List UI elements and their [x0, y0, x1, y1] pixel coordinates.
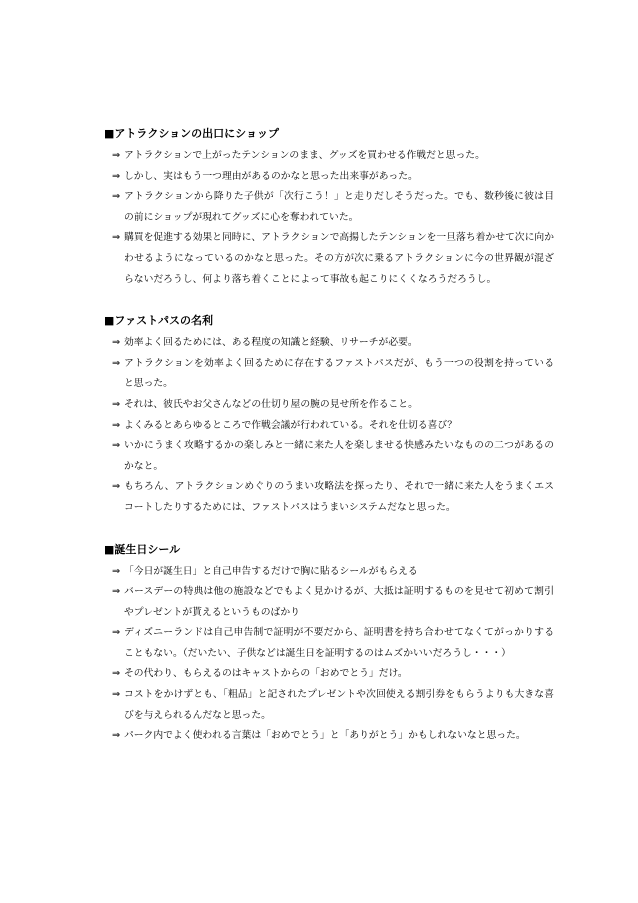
list-item-text: バースデーの特典は他の施設などでもよく見かけるが、大抵は証明するものを見せて初めて割引やプレゼントが貰えるというものばかり	[124, 586, 554, 618]
section-attraction-shop	[104, 126, 554, 290]
bullet-list	[104, 333, 554, 518]
list-item	[112, 416, 554, 437]
list-item	[112, 623, 554, 664]
list-item	[112, 354, 554, 395]
arrow-icon: ⇒	[112, 191, 121, 203]
list-item-text: しかし、実はもう一つ理由があるのかなと思った出来事があった。	[124, 170, 418, 182]
arrow-icon: ⇒	[112, 689, 121, 701]
arrow-icon: ⇒	[112, 232, 121, 244]
list-item	[112, 664, 554, 685]
arrow-icon: ⇒	[112, 337, 121, 349]
arrow-icon: ⇒	[112, 440, 121, 452]
list-item	[112, 395, 554, 416]
arrow-icon: ⇒	[112, 398, 121, 410]
document-body	[104, 126, 554, 770]
list-item-text: 「今日が誕生日」と自己申告するだけで胸に貼るシールがもらえる	[124, 565, 418, 577]
list-item-text: パーク内でよく使われる言葉は「おめでとう」と「ありがとう」かもしれないなと思った。	[124, 730, 526, 742]
arrow-icon: ⇒	[112, 150, 121, 161]
arrow-icon: ⇒	[112, 730, 121, 742]
list-item	[112, 726, 554, 747]
list-item	[112, 146, 554, 167]
section-birthday-sticker	[104, 542, 554, 747]
arrow-icon: ⇒	[112, 586, 121, 598]
list-item-text: アトラクションを効率よく回るために存在するファストパスだが、もう一つの役割を持っていると思った。	[124, 357, 554, 390]
list-item	[112, 685, 554, 726]
arrow-icon: ⇒	[112, 419, 121, 431]
bullet-list	[104, 562, 554, 747]
list-item-text: 購買を促進する効果と同時に、アトラクションで高揚したテンションを一旦落ち着かせて次に向かわせるようになっているのかなと思った。その方が次に乗るアトラクションに今の世界観が混ざらないだろうし、何より落ち着くことによって事故も起こりにくくなろうだろうし。	[124, 232, 554, 285]
section-heading: ■アトラクションの出口にショップ	[104, 127, 279, 140]
list-item	[112, 477, 554, 518]
arrow-icon: ⇒	[112, 357, 121, 369]
section-fastpass	[104, 313, 554, 518]
bullet-list	[104, 146, 554, 290]
list-item-text: アトラクションから降りた子供が「次行こう！」と走りだしそうだった。でも、数秒後に彼は目の前にショップが現れてグッズに心を奪われていた。	[124, 191, 554, 223]
list-item-text: それは、彼氏やお父さんなどの仕切り屋の腕の見せ所を作ること。	[124, 398, 418, 410]
section-heading: ■ファストパスの名利	[104, 314, 213, 328]
list-item	[112, 187, 554, 228]
list-item	[112, 436, 554, 477]
list-item	[112, 562, 554, 583]
arrow-icon: ⇒	[112, 170, 121, 182]
arrow-icon: ⇒	[112, 668, 121, 680]
list-item-text: コストをかけずとも、「粗品」と記されたプレゼントや次回使える割引券をもらうよりも大きな喜びを与えられるんだなと思った。	[124, 689, 554, 721]
list-item-text: ディズニーランドは自己申告制で証明が不要だから、証明書を持ち合わせてなくてがっかりすることもない。（だいたい、子供などは誕生日を証明するのはムズかいいだろうし・・・）	[124, 627, 554, 659]
list-item-text: よくみるとあらゆるところで作戦会議が行われている。それを仕切る喜び？	[124, 419, 457, 431]
list-item	[112, 582, 554, 623]
list-item	[112, 333, 554, 354]
list-item-text: 効率よく回るためには、ある程度の知識と経験、リサーチが必要。	[124, 337, 418, 349]
list-item-text: その代わり、もらえるのはキャストからの「おめでとう」だけ。	[124, 668, 408, 680]
list-item-text: いかにうまく攻略するかの楽しみと一緒に来た人を楽しませる快感みたいなものの二つがあるのかなと。	[124, 440, 554, 472]
arrow-icon: ⇒	[112, 627, 121, 639]
section-heading: ■誕生日シール	[104, 542, 181, 556]
arrow-icon: ⇒	[112, 481, 121, 493]
arrow-icon: ⇒	[112, 565, 121, 577]
list-item-text: もちろん、アトラクションめぐりのうまい攻略法を探ったり、それで一緒に来た人をうまくエスコートしたりするためには、ファストパスはうまいシステムだなと思った。	[124, 481, 554, 513]
list-item-text: アトラクションで上がったテンションのまま、グッズを買わせる作戦だと思った。	[124, 150, 485, 161]
list-item	[112, 167, 554, 188]
list-item	[112, 228, 554, 290]
